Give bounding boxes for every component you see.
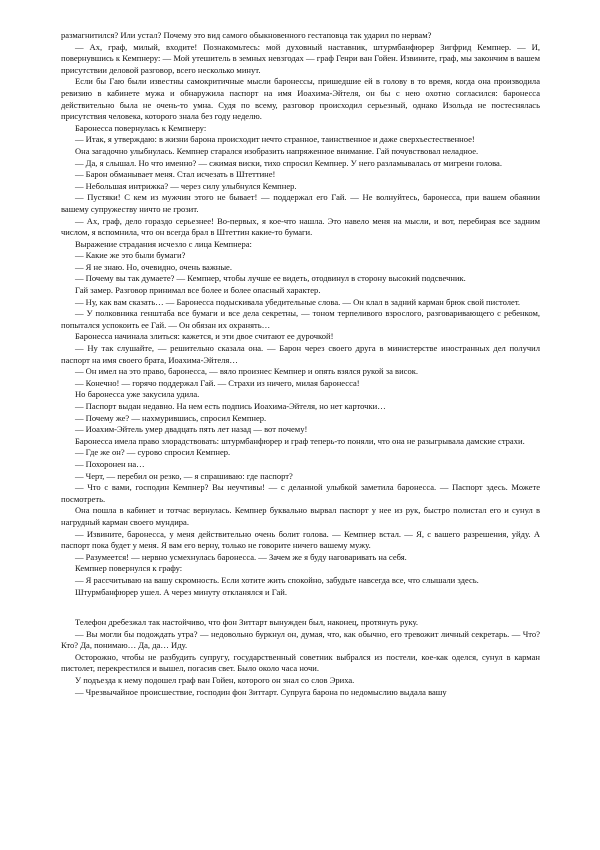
section-break [61, 598, 540, 617]
paragraph: — Что с вами, господин Кемпнер? Вы неучтивы! — с деланной улыбкой заметила баронесса. — Паспорт здесь. Можете посмотреть. [61, 482, 540, 504]
paragraph: Кемпнер повернулся к графу: [75, 563, 183, 574]
paragraph: — Почему вы так думаете? — Кемпнер, чтобы лучше ее видеть, отодвинул в сторону высокий подсвечник. [75, 273, 466, 284]
paragraph: Но баронесса уже закусила удила. [75, 389, 200, 400]
paragraph: Телефон дребезжал так настойчиво, что фон Зиттарт вынужден был, наконец, протянуть руку. [75, 617, 419, 628]
paragraph: — Где же он? — сурово спросил Кемпнер. [75, 447, 231, 458]
paragraph: — Черт, — перебил он резко, — я спрашиваю: где паспорт? [75, 470, 293, 481]
paragraph: — Конечно! — горячо поддержал Гай. — Страхи из ничего, милая баронесса! [75, 377, 360, 388]
paragraph: — Похоронен на… [75, 458, 145, 469]
paragraph: Баронесса начинала злиться: кажется, и эти двое считают ее дурочкой! [75, 331, 334, 342]
paragraph: — Небольшая интрижка? — через силу улыбнулся Кемпнер. [75, 180, 297, 191]
paragraph: У подъезда к нему подошел граф ван Гойен, которого он знал со слов Эриха. [75, 675, 355, 686]
paragraph: Она загадочно улыбнулась. Кемпнер старался изобразить напряженное внимание. Гай почувствовал неладное. [75, 145, 479, 156]
paragraph: — Он имел на это право, баронесса, — вяло произнес Кемпнер и опять взялся рукой за висок. [75, 366, 419, 377]
paragraph: — Ах, граф, дело гораздо серьезнее! Во-первых, я кое-что нашла. Это навело меня на мысли, и вот, перебирая все задним числом, я вспомнила, что он всегда брал в Штеттин какие-то бумаги. [61, 215, 540, 238]
paragraph: Баронесса повернулась к Кемпнеру: [75, 122, 207, 133]
paragraph: — Ах, граф, милый, входите! Познакомьтесь: мой духовный наставник, штурмбанфюрер Зигфрид Кемпнер. — И, повернувшись к Кемпнеру: — Мой утешитель в земных невзгодах — граф Генри ван Гойен. Извините, граф, мы закончим в вашем присутствии деловой разговор, всего несколько минут. [61, 41, 540, 75]
text-block-1 [61, 30, 540, 598]
paragraph: Гай замер. Разговор принимал все более и более опасный характер. [75, 285, 321, 296]
paragraph: Осторожно, чтобы не разбудить супругу, государственный советник выбрался из постели, кое-как оделся, сунул в карман пистолет, перекрестился и вышел, погасив свет. Было около часа ночи. [61, 651, 540, 674]
paragraph: Штурмбанфюрер ушел. А через минуту откланялся и Гай. [75, 586, 288, 597]
paragraph: Если бы Гаю были известны самокритичные мысли баронессы, пришедшие ей в голову в то время, когда она производила ревизию в кабинете мужа и обнаружила паспорт на имя Иоахима-Эйтеля, он бы с нею охотно согласился: баронесса действительно была не очень-то умна. Судя по всему, разговор происходил серьезный, однако Изольда не постеснялась присутствия человека, которого знала без году неделю. [61, 76, 540, 122]
paragraph: — Какие же это были бумаги? [75, 250, 186, 261]
paragraph: — Извините, баронесса, у меня действительно очень болит голова. — Кемпнер встал. — Я, с вашего разрешения, уйду. А паспорт пока будет у меня. Я вам его верну, только не говорите ничего вашему мужу. [61, 528, 540, 551]
paragraph: — Ну, как вам сказать… — Баронесса подыскивала убедительные слова. — Он клал в задний карман брюк свой пистолет. [75, 296, 521, 307]
paragraph: — Почему же? — нахмурившись, спросил Кемпнер. [75, 412, 267, 423]
paragraph: — Барон обманывает меня. Стал исчезать в Штеттине! [75, 169, 276, 180]
paragraph: — Вы могли бы подождать утра? — недовольно буркнул он, думая, что, как обычно, его тревожит личный секретарь. — Что? Кто? Да, понимаю… Да, да… Иду. [61, 628, 540, 651]
paragraph: — Да, я слышал. Но что именно? — сжимая виски, тихо спросил Кемпнер. У него разламывалась от мигрени голова. [75, 157, 502, 168]
paragraph: Выражение страдания исчезло с лица Кемпнера: [75, 238, 252, 249]
paragraph: — Итак, я утверждаю: в жизни барона происходит нечто странное, таинственное и даже сверхъестественное! [75, 134, 475, 145]
paragraph: — Я рассчитываю на вашу скромность. Если хотите жить спокойно, забудьте навсегда все, что слышали здесь. [75, 574, 479, 585]
paragraph: — Разумеется! — нервно усмехнулась баронесса. — Зачем же я буду наговаривать на себя. [75, 551, 407, 562]
paragraph: — Пустяки! С кем из мужчин этого не бывает! — поддержал его Гай. — Не волнуйтесь, баронесса, при вашем обаянии вашему супружеству ничто не грозит. [61, 192, 540, 214]
paragraph: Она пошла в кабинет и тотчас вернулась. Кемпнер буквально вырвал паспорт у нее из рук, быстро полистал его и сунул в нагрудный карман своего мундира. [61, 505, 540, 527]
paragraph: размагнитился? Или устал? Почему это вид самого обыкновенного гестаповца так ударил по нервам? [61, 30, 432, 40]
paragraph: Баронесса имела право злорадствовать: штурмбанфюрер и граф теперь-то поняли, что она не разыгрывала дамские страхи. [75, 435, 525, 446]
text-block-2 [61, 617, 540, 698]
paragraph: — Ну так слушайте, — решительно сказала она. — Барон через своего друга в министерстве иностранных дел получил паспорт на имя своего брата, Иоахима-Эйтеля… [61, 343, 540, 365]
paragraph: — Чрезвычайное происшествие, господин фон Зиттарт. Супруга барона по недомыслию выдала вашу [75, 686, 447, 697]
paragraph: — Паспорт выдан недавно. На нем есть подпись Иоахима-Эйтеля, но нет карточки… [75, 401, 386, 411]
paragraph: — У полковника генштаба все бумаги и все дела секретны, — тоном терпеливого взрослого, разговаривающего с ребенком, попытался успокоить ее Гай. — Он обязан их охранять… [61, 308, 540, 330]
paragraph: — Я не знаю. Но, очевидно, очень важные. [75, 261, 232, 272]
paragraph: — Иоахим-Эйтель умер двадцать пять лет назад — вот почему! [75, 424, 308, 435]
